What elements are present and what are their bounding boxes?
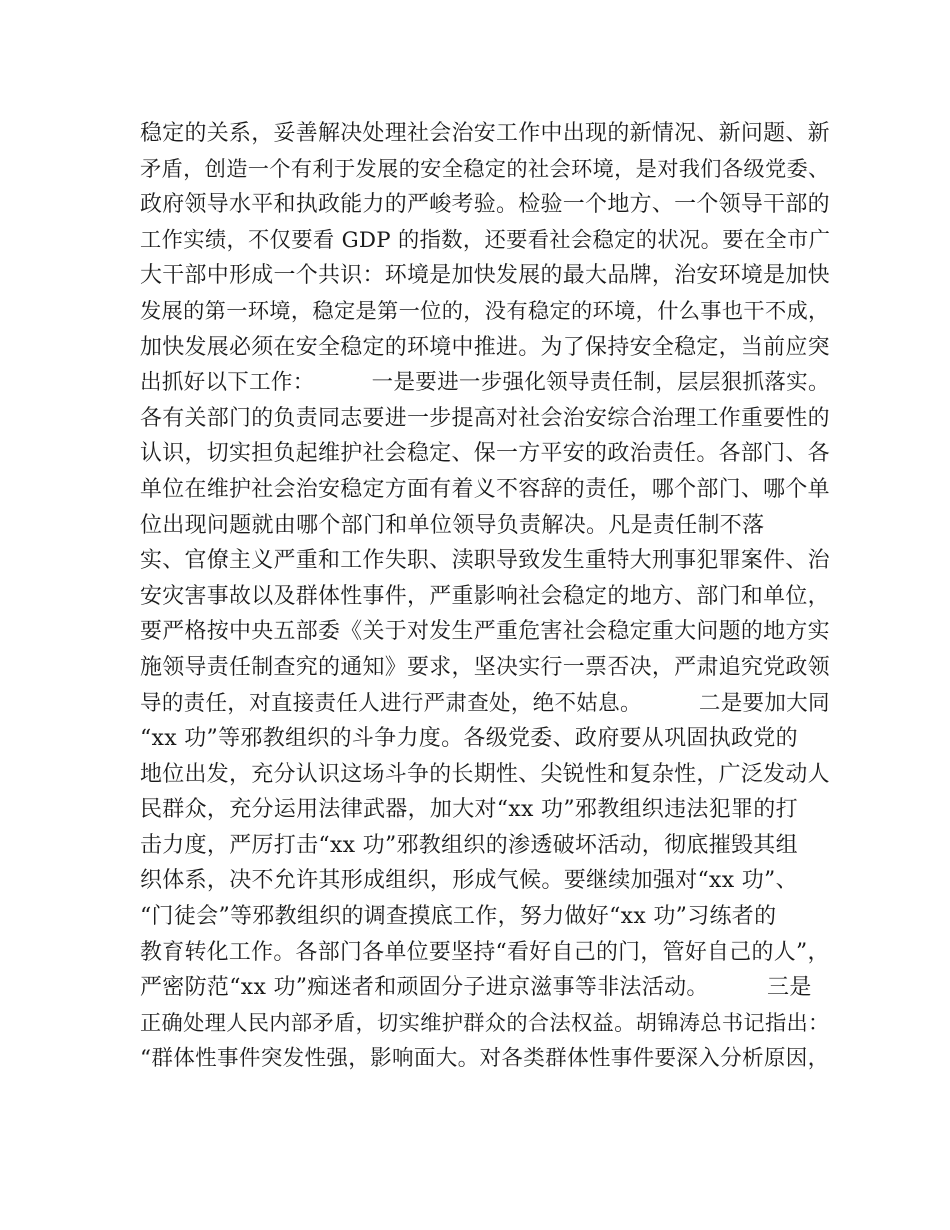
text-line: 教育转化工作。各部门各单位要坚持“看好自己的门，管好自己的人”， <box>140 939 830 965</box>
text-line: 施领导责任制查究的通知》要求，坚决实行一票否决，严肃追究党政领 <box>140 654 830 680</box>
body-text <box>140 116 830 1077</box>
text-line: 位出现问题就由哪个部门和单位领导负责解决。凡是责任制不落 <box>140 512 765 538</box>
text-line: 要严格按中央五部委《关于对发生严重危害社会稳定重大问题的地方实 <box>140 619 830 645</box>
text-line: 加快发展必须在安全稳定的环境中推进。为了保持安全稳定，当前应突 <box>140 334 830 360</box>
text-line: 发展的第一环境，稳定是第一位的，没有稳定的环境，什么事也干不成， <box>140 298 830 324</box>
text-line: 实、官僚主义严重和工作失职、渎职导致发生重特大刑事犯罪案件、治 <box>140 548 830 574</box>
text-line: 击力度，严厉打击“xx 功”邪教组织的渗透破坏活动，彻底摧毁其组 <box>140 832 798 858</box>
text-line: 稳定的关系，妥善解决处理社会治安工作中出现的新情况、新问题、新 <box>140 121 830 146</box>
text-line: 认识，切实担负起维护社会稳定、保一方平安的政治责任。各部门、各 <box>140 441 830 467</box>
text-line: “xx 功”等邪教组织的斗争力度。各级党委、政府要从巩固执政党的 <box>140 726 798 752</box>
text-line: 单位在维护社会治安稳定方面有着义不容辞的责任，哪个部门、哪个单 <box>140 476 830 502</box>
text-line: 正确处理人民内部矛盾，切实维护群众的合法权益。胡锦涛总书记指出： <box>140 1010 830 1036</box>
text-line: 工作实绩，不仅要看 GDP 的指数，还要看社会稳定的状况。要在全市广 <box>140 227 831 253</box>
text-line: 织体系，决不允许其形成组织，形成气候。要继续加强对“xx 功”、 <box>140 868 798 894</box>
text-line: 严密防范“xx 功”痴迷者和顽固分子进京滋事等非法活动。 三是 <box>140 975 812 1001</box>
text-line: 各有关部门的负责同志要进一步提高对社会治安综合治理工作重要性的 <box>140 405 830 431</box>
text-line: 安灾害事故以及群体性事件，严重影响社会稳定的地方、部门和单位， <box>140 583 830 609</box>
text-line: 矛盾，创造一个有利于发展的安全稳定的社会环境，是对我们各级党委、 <box>140 156 830 182</box>
text-line: 导的责任，对直接责任人进行严肃查处，绝不姑息。 二是要加大同 <box>140 690 830 716</box>
text-line: “群体性事件突发性强，影响面大。对各类群体性事件要深入分析原因， <box>140 1046 830 1072</box>
text-line: “门徒会”等邪教组织的调查摸底工作，努力做好“xx 功”习练者的 <box>140 904 777 930</box>
text-line: 地位出发，充分认识这场斗争的长期性、尖锐性和复杂性，广泛发动人 <box>140 761 830 787</box>
text-line: 大干部中形成一个共识：环境是加快发展的最大品牌，治安环境是加快 <box>140 263 830 289</box>
text-line: 政府领导水平和执政能力的严峻考验。检验一个地方、一个领导干部的 <box>140 192 830 218</box>
text-line: 民群众，充分运用法律武器，加大对“xx 功”邪教组织违法犯罪的打 <box>140 797 798 823</box>
text-line: 出抓好以下工作： 一是要进一步强化领导责任制，层层狠抓落实。 <box>140 370 830 396</box>
